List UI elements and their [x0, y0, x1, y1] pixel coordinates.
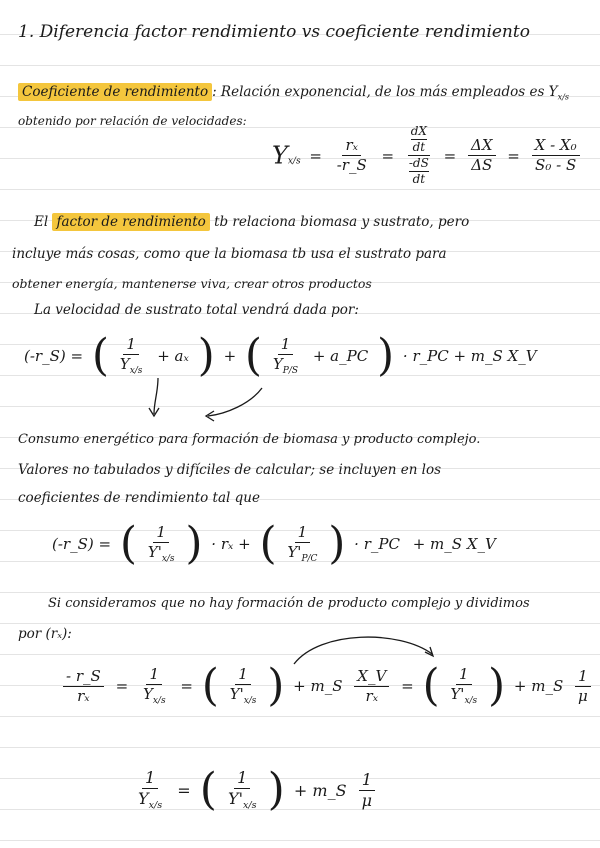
- equation-total-substrate: (-r_S) = ( $\frac{1}{Y_{x/s}}$ + aₓ ) + ( $\frac{1}{Y_{P/S}}$ + a_PC ) · r_PC + m_S X_V: [24, 330, 537, 381]
- eq5-frac-3: $\frac{1}{\mu}$: [359, 770, 375, 811]
- eq4-frac-4: $\frac{X\_V}{\text{rₓ}}$: [354, 667, 389, 706]
- coef-definition-sub: x/s: [557, 91, 570, 102]
- eq1-frac-derivatives: dX dt -dS dt: [408, 124, 429, 186]
- eq1-frac-differences: $\frac{\text{X - X₀}}{\text{S₀ - S}}$: [532, 136, 580, 175]
- eq2-frac-2: $\frac{1}{Y_{P/S}}$: [272, 335, 299, 376]
- eq4-frac-3: $\frac{1}{Y'_{x/s}}$: [229, 665, 257, 706]
- energy-consumption-line: Consumo energético para formación de biomasa y producto complejo.: [18, 432, 481, 447]
- values-note-line: Valores no tabulados y difíciles de calcular; se incluyen en los: [18, 462, 442, 478]
- assumption-line: Si consideramos que no hay formación de producto complejo y dividimos: [48, 596, 530, 611]
- factor-definition-line2: incluye más cosas, como que la biomasa tb usa el sustrato para: [12, 246, 447, 262]
- eq4-frac-5: $\frac{1}{Y'_{x/s}}$: [450, 665, 478, 706]
- coef-definition-text: : Relación exponencial, de los más empleados es Y: [212, 84, 558, 100]
- eq2-lhs: (-r_S) =: [24, 347, 84, 365]
- eq4-frac-6: $\frac{1}{\mu}$: [575, 667, 591, 706]
- coef-definition-line2: obtenido por relación de velocidades:: [18, 114, 247, 128]
- coef-definition-line: [18, 84, 569, 102]
- eq3-frac-1: $\frac{1}{Y'_{x/s}}$: [147, 523, 175, 564]
- arrow-product-term: [208, 388, 262, 416]
- factor-definition-line3: obtener energía, mantenerse viva, crear otros productos: [12, 276, 372, 291]
- eq2-frac-1: $\frac{1}{Y_{x/s}}$: [119, 335, 143, 376]
- factor-definition-line: El factor de rendimiento tb relaciona biomasa y sustrato, pero: [34, 214, 470, 230]
- eq1-frac-rates: $\frac{\text{rₓ}}{-r\_S}$: [336, 136, 367, 174]
- eq5-frac-2: $\frac{1}{Y'_{x/s}}$: [228, 768, 257, 812]
- eq1-frac-deltas: $\frac{\Delta X}{\Delta S}$: [468, 136, 496, 175]
- equation-coefficient: $Y_{x/s}$ = $\frac{\text{rₓ}}{-r\_S}$ = dX dt -dS dt = $\frac{\Delta X}{\Delta S}$ = $\frac{\text{X - X₀}}{\text{S₀ - S}}$: [272, 124, 583, 187]
- eq5-frac-1: $\frac{1}{Y_{x/s}}$: [138, 768, 163, 812]
- eq1-lhs: Y: [272, 141, 288, 170]
- eq1-lhs-sub: x/s: [287, 156, 301, 167]
- highlight-factor: factor de rendimiento: [52, 213, 209, 231]
- arrow-maintenance-term: [154, 378, 158, 414]
- eq3-frac-2: $\frac{1}{Y'_{P/C}}$: [287, 523, 318, 564]
- equation-apparent-yields: (-r_S) = ( $\frac{1}{Y'_{x/s}}$ ) · rₓ + ( $\frac{1}{Y'_{P/C}}$ ) · r_PC + m_S X_V: [52, 518, 496, 569]
- page-title: 1. Diferencia factor rendimiento vs coeficiente rendimiento: [18, 22, 530, 42]
- equation-final: $\frac{1}{Y_{x/s}}$ = ( $\frac{1}{Y'_{x/s}}$ ) + m_S $\frac{1}{\mu}$: [132, 768, 378, 812]
- eq4-frac-1: $\frac{- r\_S}{\text{rₓ}}$: [63, 667, 104, 706]
- arrow-substitution: [294, 637, 432, 664]
- equation-divided: $\frac{- r\_S}{\text{rₓ}}$ = $\frac{1}{Y_{x/s}}$ = ( $\frac{1}{Y'_{x/s}}$ ) + m_S $\frac{X\_V}{\text{rₓ}}$ = ( $\frac{1}{Y'_{x/s}}$ ) + m_S $\frac{1}{\mu}$: [60, 664, 594, 708]
- highlight-coeficiente: Coeficiente de rendimiento: [18, 83, 212, 101]
- values-note-line2: coeficientes de rendimiento tal que: [18, 490, 260, 506]
- eq4-frac-2: $\frac{1}{Y_{x/s}}$: [142, 665, 166, 706]
- factor-definition-line4: La velocidad de sustrato total vendrá dada por:: [34, 302, 359, 318]
- assumption-line2: por (rₓ):: [18, 626, 72, 642]
